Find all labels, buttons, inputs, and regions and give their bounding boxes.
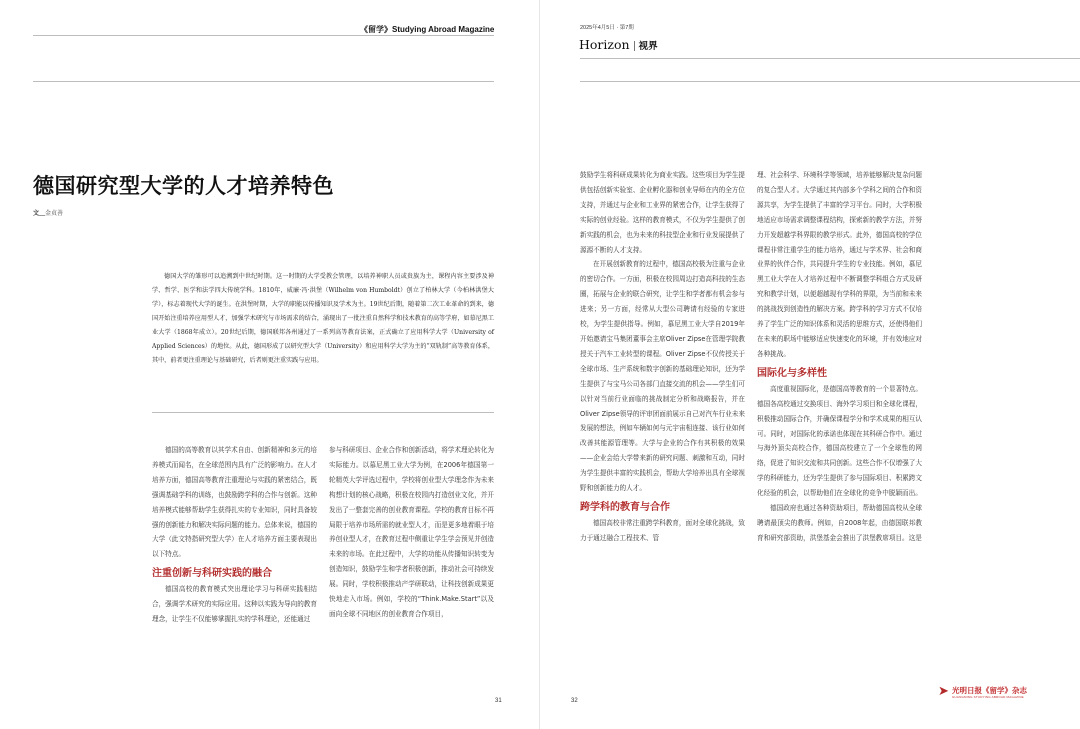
brand-mark-icon: ➤ — [938, 684, 949, 699]
brand-logo — [938, 684, 1038, 704]
section-header — [579, 37, 658, 52]
page-number-right: 32 — [571, 698, 578, 704]
body-column-2 — [757, 168, 922, 546]
section-title-cn: 视界 — [638, 41, 658, 52]
header-rule-lower — [33, 81, 494, 82]
header-rule — [33, 35, 494, 36]
body-paragraph: 德国高校非常注重跨学科教育，面对全球化挑战，致力于通过融合工程技术、管 — [580, 518, 745, 542]
brand-name: 光明日报《留学》杂志 — [952, 686, 1027, 695]
brand-tagline: GUANGMING STUDYING ABROAD MAGAZINE — [952, 695, 1024, 699]
section-heading: 注重创新与科研实践的融合 — [152, 568, 272, 580]
author-prefix: 文＿ — [33, 210, 46, 217]
intro-paragraph: 德国大学的雏形可以追溯到中世纪时期。这一时期的大学受教会管理，以培养神职人员或贵族为主，课程内容主要涉及神学、哲学、医学和法学四大传统学科。1810年，威廉·冯·洪堡（Wilhelm von Humboldt）创立了柏林大学（今柏林洪堡大学），标志着现代大学的诞生。在洪堡时期，大学的职能以传播知识及学术为主。19世纪后期，随着第二次工业革命的到来，德国开始注重培养应用型人才，加强学术研究与市场需求的结合，涌现出了一批注重自然科学和技术教育的高等学府，如慕尼黑工业大学（1868年成立）。20世纪后期，德国联邦各州通过了一系列高等教育法案，正式确立了应用科学大学（University of Applied Sciences）的地位。从此，德国形成了以研究型大学（University）和应用科学大学为主的“双轨制”高等教育体系，其中，前者更注重理论与基础研究，后者则更注重实践与应用。 — [152, 273, 494, 364]
author-name: 金贞善 — [45, 210, 64, 217]
section-title-en: Horizon — [579, 37, 630, 52]
right-page — [540, 0, 1080, 729]
body-paragraph: 在开展创新教育的过程中，德国高校极为注重与企业的密切合作。一方面，积极在校园周边打造高科技的生态圈，拓展与企业的联合研究，让学生和学者都有机会参与进来；另一方面，经常从大型公司聘请有经验的专家进校，为学生提供指导。例如，慕尼黑工业大学自2019年开始邀请宝马集团董事会主席Oliver Zipse在管理学院教授关于汽车工业转型的课程。Oliver Zipse不仅传授关于全球市场、生产系统和数字创新的基础理论知识，还为学生提供了与宝马公司各部门直接交流的机会——学生们可以针对当前行业面临的挑战制定分析和战略报告，并在Oliver Zipse领导的评审团面前展示自己对汽车行业未来发展的想法，例如车辆如何与元宇宙相连接、该行业如何改善其能源管理等。大学与企业的合作有其积极的效果——企业会给大学带来新的研究问题、刺激和互动，同时为学生提供丰富的实践机会，帮助大学培养出具有全球视野和创新能力的人才。 — [580, 260, 745, 493]
section-heading: 跨学科的教育与合作 — [580, 501, 670, 513]
article-title: 德国研究型大学的人才培养特色 — [33, 174, 334, 198]
body-column-2 — [329, 443, 494, 622]
body-paragraph: 理、社会科学、环境科学等领域，培养能够解决复杂问题的复合型人才。大学通过其内部多个学科之间的合作和资源共享，为学生提供了丰富的学习平台。同时，大学积极地适应市场需求调整课程结构，探索新的教学方法，并努力开发超越学科界限的教学形式。此外，德国高校的学位课程非常注重学生的能力培养，通过与学术界、社会和商业界的伙伴合作，共同提升学生的专业技能。例如，慕尼黑工业大学在人才培养过程中不断调整学科组合方式及研究和教学计划，以便超越现有学科的界限，为当前和未来的挑战找到创造性的解决方案。跨学科的学习方式不仅培养了学生广泛的知识体系和灵活的思维方式，还使得他们在未来的职场中能够适应快速变化的环境，并有效地应对各种挑战。 — [757, 171, 922, 358]
intro-rule — [152, 412, 494, 413]
body-column-1 — [152, 443, 317, 627]
magazine-logo: 《留学》 — [360, 25, 392, 34]
section-divider — [634, 41, 635, 51]
body-paragraph: 高度重视国际化，是德国高等教育的一个显著特点。德国各高校通过交换项目、海外学习项目和全球化课程，积极推动国际合作，并确保课程学分和学术成果的相互认可。同时，对国际化的承诺也体现在其科研合作中。通过与海外顶尖高校合作，德国高校建立了一个全球性的网络，促进了知识交流和共同创新。这些合作不仅增强了大学的科研能力，还为学生提供了参与国际项目、积累跨文化经验的机会，以帮助他们在全球化的竞争中脱颖而出。 — [757, 384, 922, 498]
header-rule — [580, 58, 1080, 59]
issue-date: 2025年4月5日 · 第7期 — [580, 25, 634, 31]
body-paragraph: 德国高校的教育模式突出理论学习与科研实践相结合，强调学术研究的实际应用。这种以实践为导向的教育理念，让学生不仅能够掌握扎实的学科理论，还能通过 — [152, 585, 317, 624]
section-heading: 国际化与多样性 — [757, 367, 827, 379]
body-column-1 — [580, 168, 745, 546]
body-paragraph: 参与科研项目、企业合作和创新活动，将学术理论转化为实际能力。以慕尼黑工业大学为例，在2006年德国第一轮精英大学评选过程中，学校将创业型大学理念作为未来构想计划的核心战略，积极在校园内打造创业文化，并开发出了一整套完善的创业教育课程。学校的教育目标不再局限于培养市场所需的就业型人才，而是更多地着眼于培养创业型人才，在教育过程中侧重让学生学会预见并创造未来的市场。在此过程中，大学的功能从传播知识转变为创造知识，鼓励学生和学者积极创新，推动社会可持续发展。同时，学校积极推动产学研联动，让科技创新成果更快地走入市场。例如，学校的“Think.Make.Start”以及面向全球不同地区的创业教育合作项目， — [329, 446, 494, 618]
magazine-name: Studying Abroad Magazine — [392, 25, 495, 34]
header-rule-lower — [580, 81, 1080, 82]
body-paragraph: 德国政府也通过各种资助项目，帮助德国高校从全球聘请最顶尖的教师。例如，自2008年起，由德国联邦教育和研究部资助，洪堡基金会推出了洪堡教席项目。这是 — [757, 504, 922, 542]
author-line — [33, 208, 63, 217]
body-paragraph: 德国的高等教育以其学术自由、创新精神和多元的培养模式而闻名，在全球范围内具有广泛的影响力。在人才培养方面，德国高等教育注重理论与实践的紧密结合，既强调基础学科的训练，也鼓励跨学科的合作与创新。这种培养模式能够帮助学生获得扎实的专业知识，同时具备较强的创新能力和解决实际问题的能力。总体来说，德国的大学（此文特指研究型大学）在人才培养方面主要表现出以下特点。 — [152, 446, 317, 559]
page-number-left: 31 — [495, 698, 502, 704]
magazine-header — [360, 24, 494, 35]
body-paragraph: 鼓励学生将科研成果转化为商业实践。这些项目为学生提供包括创新实验室、企业孵化器和创业导师在内的全方位支持，并通过与企业和工业界的紧密合作，让学生获得了实际的创业经验。这样的教育模式，不仅为学生提供了创新实践的机会，也为未来的科技型企业和行业发展提供了源源不断的人才支持。 — [580, 171, 745, 254]
